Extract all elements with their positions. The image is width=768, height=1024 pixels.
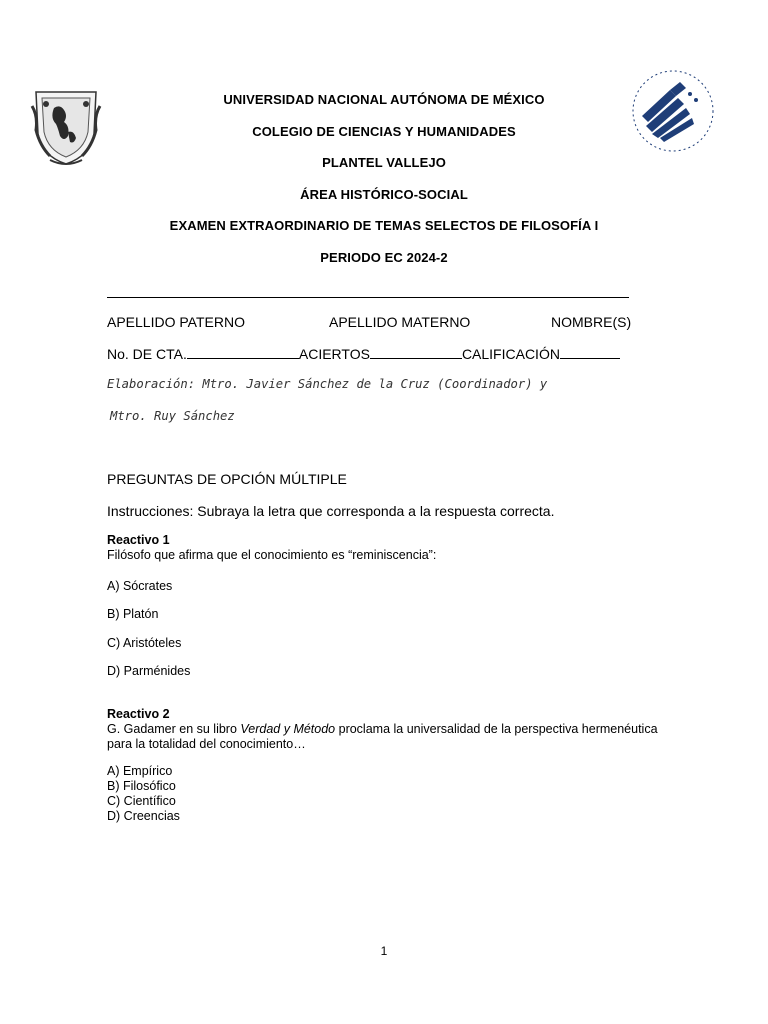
question-2-text-line2: para la totalidad del conocimiento… [107,737,306,751]
campus-title: PLANTEL VALLEJO [322,155,446,170]
question-1-option-b[interactable]: B) Platón [107,607,159,621]
label-maternal: APELLIDO MATERNO [329,314,471,330]
question-1-option-a[interactable]: A) Sócrates [107,579,173,593]
question-1-option-d[interactable]: D) Parménides [107,664,191,678]
account-row [107,346,620,362]
question-2-text-after: proclama la universalidad de la perspectiva hermenéutica [335,722,658,736]
authors-line2: Mtro. Ruy Sánchez [110,409,235,423]
question-2-title: Reactivo 2 [107,707,170,721]
correct-field[interactable] [370,346,462,359]
label-names: NOMBRE(S) [551,314,632,330]
question-1-option-c[interactable]: C) Aristóteles [107,636,182,650]
period-title: PERIODO EC 2024-2 [320,250,448,265]
question-2-text-before: G. Gadamer en su libro [107,722,241,736]
university-title: UNIVERSIDAD NACIONAL AUTÓNOMA DE MÉXICO [223,92,545,107]
question-2-option-a[interactable]: A) Empírico [107,764,173,778]
account-field[interactable] [187,346,299,359]
page-number: 1 [380,944,388,958]
question-2-option-b[interactable]: B) Filosófico [107,779,176,793]
exam-title: EXAMEN EXTRAORDINARIO DE TEMAS SELECTOS DE FILOSOFÍA I [169,218,599,233]
question-1-title: Reactivo 1 [107,533,170,547]
college-title: COLEGIO DE CIENCIAS Y HUMANIDADES [252,124,516,139]
cch-logo-icon [630,68,716,154]
question-2-option-d[interactable]: D) Creencias [107,809,180,823]
question-2-text [107,722,658,736]
label-paternal: APELLIDO PATERNO [107,314,245,330]
book-title: Verdad y Método [240,722,336,736]
instructions: Instrucciones: Subraya la letra que corresponda a la respuesta correcta. [107,503,555,519]
authors-line1: Elaboración: Mtro. Javier Sánchez de la Cruz (Coordinador) y [107,377,548,391]
area-title: ÁREA HISTÓRICO-SOCIAL [300,187,468,202]
label-correct: ACIERTOS [298,346,370,362]
label-grade: CALIFICACIÓN [461,346,560,362]
label-account: No. DE CTA. [107,346,187,362]
question-1-text: Filósofo que afirma que el conocimiento es “reminiscencia”: [107,548,437,562]
name-line[interactable] [107,297,629,298]
section-title: PREGUNTAS DE OPCIÓN MÚLTIPLE [107,471,347,487]
question-2-option-c[interactable]: C) Científico [107,794,176,808]
grade-field[interactable] [560,346,620,359]
